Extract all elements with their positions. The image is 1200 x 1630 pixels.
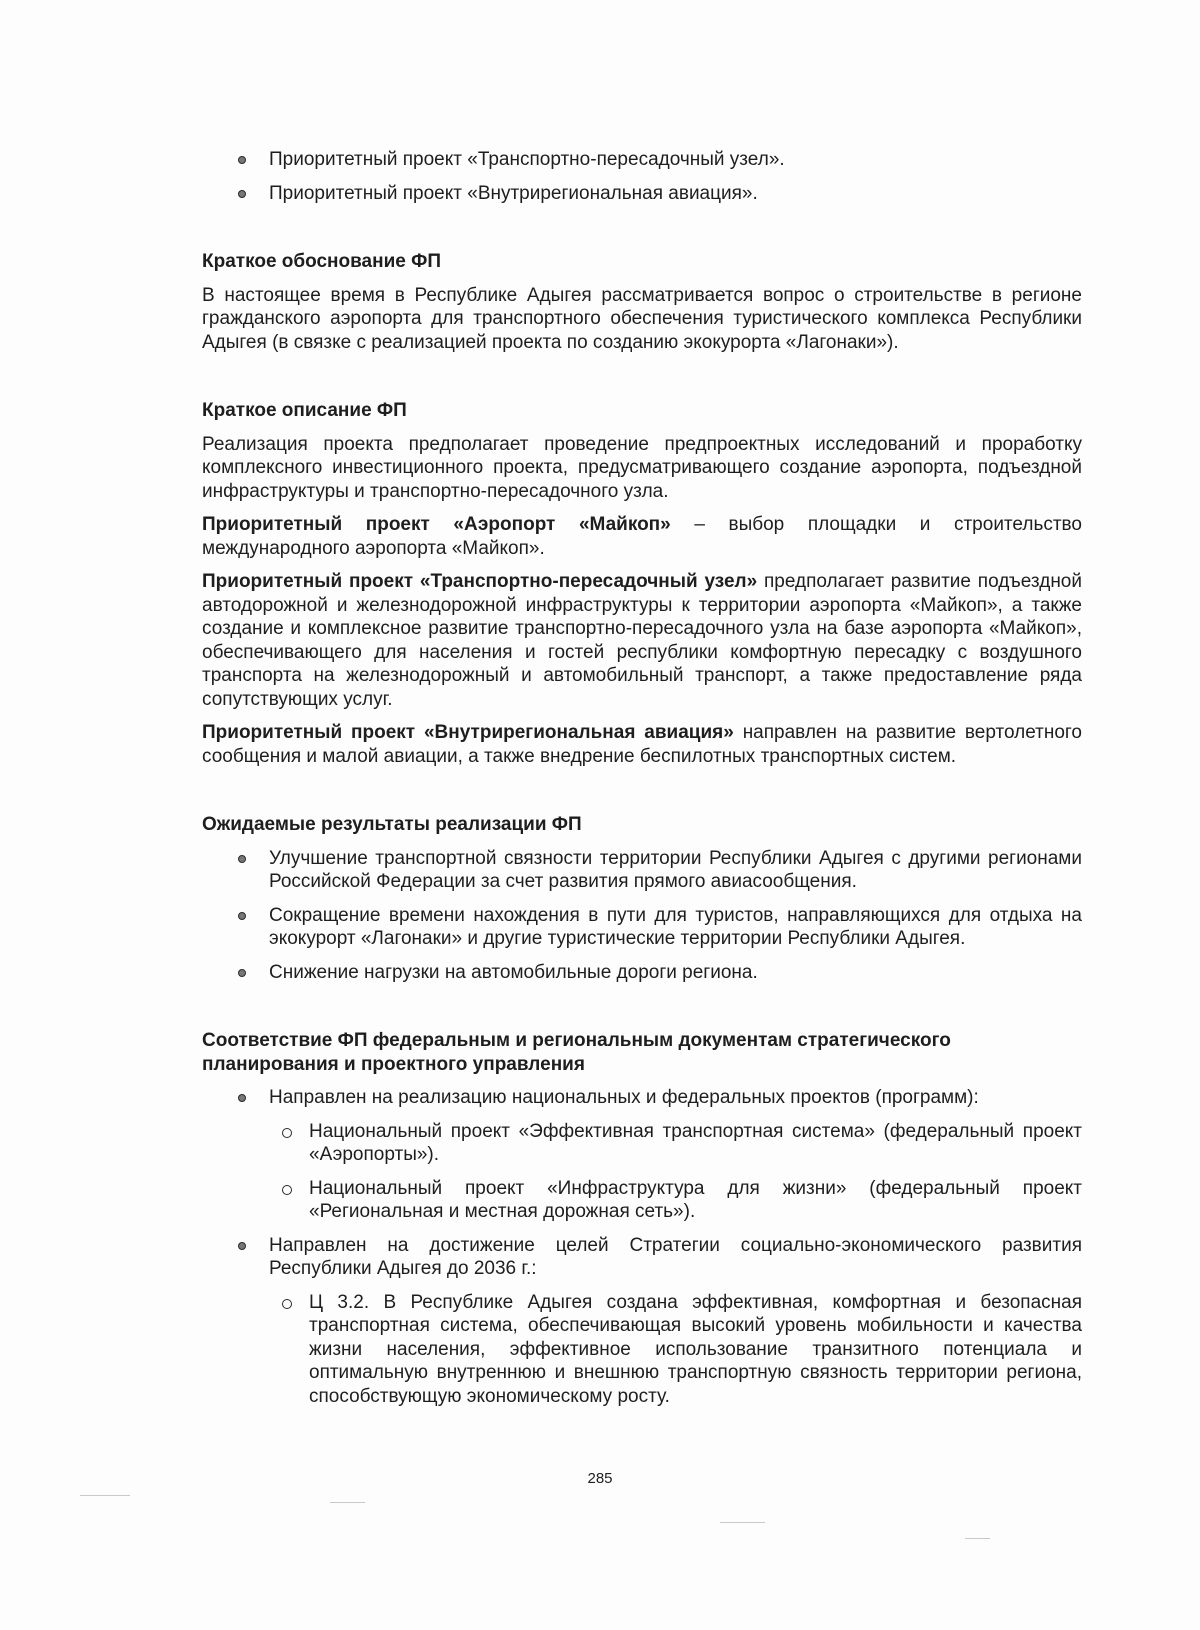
circle-bullet-icon [282, 1185, 292, 1195]
bullet-icon [238, 855, 246, 863]
list-item-text: Направлен на достижение целей Стратегии социально-экономического развития Республики Адыгея до 2036 г.: [269, 1234, 1082, 1279]
top-bullet-list [202, 148, 1082, 205]
list-item [202, 847, 1082, 894]
bullet-icon [238, 156, 246, 164]
project-paragraph [202, 721, 1082, 768]
circle-bullet-icon [282, 1128, 292, 1138]
project-name: Приоритетный проект «Транспортно-пересадочный узел» [202, 571, 758, 592]
list-item [202, 182, 1082, 206]
list-item-text: Снижение нагрузки на автомобильные дороги региона. [269, 961, 758, 983]
list-item [202, 148, 1082, 172]
list-item-text: Улучшение транспортной связности территории Республики Адыгея с другими регионами Российской Федерации за счет развития прямого авиасообщения. [269, 847, 1082, 892]
sub-list-item [269, 1177, 1082, 1224]
project-text: – выбор площадки и строительство международного аэропорта «Майкоп». [202, 514, 1082, 559]
page-number: 285 [587, 1470, 613, 1487]
project-name: Приоритетный проект «Аэропорт «Майкоп» [202, 514, 671, 535]
bullet-icon [238, 1242, 246, 1250]
bullet-icon [238, 1094, 246, 1102]
sub-list [269, 1291, 1082, 1409]
sub-list-item-text: Ц 3.2. В Республике Адыгея создана эффективная, комфортная и безопасная транспортная система, обеспечивающая высокий уровень мобильности и качества жизни населения, эффективное использование транзитного потенциала и оптимальную внутреннюю и внешнюю транспортную связность территории региона, способствующую экономическому росту. [309, 1291, 1082, 1407]
results-list [202, 847, 1082, 985]
list-item [202, 1086, 1082, 1224]
list-item-text: Направлен на реализацию национальных и федеральных проектов (программ): [269, 1087, 979, 1108]
compliance-heading: Соответствие ФП федеральным и региональным документам стратегического планирования и проектного управления [202, 1030, 951, 1075]
bullet-icon [238, 969, 246, 977]
project-text: направлен на развитие вертолетного сообщения и малой авиации, а также внедрение беспилотных транспортных систем. [202, 722, 1082, 767]
circle-bullet-icon [282, 1299, 292, 1309]
scan-speck [80, 1495, 130, 1496]
list-item [202, 904, 1082, 951]
project-text: предполагает развитие подъездной автодорожной и железнодорожной инфраструктуры к территории аэропорта «Майкоп», а также создание и комплексное развитие транспортно-пересадочного узла на базе аэропорта «Майкоп», обеспечивающего для населения и гостей республики комфортную пересадку с воздушного транспорта на железнодорожный и автомобильный транспорт, а также предоставление ряда сопутствующих услуг. [202, 571, 1082, 710]
sub-list [269, 1120, 1082, 1224]
sub-list-item-text: Национальный проект «Эффективная транспортная система» (федеральный проект «Аэропорты»). [309, 1120, 1082, 1165]
results-heading: Ожидаемые результаты реализации ФП [202, 814, 582, 835]
description-intro: Реализация проекта предполагает проведение предпроектных исследований и проработку комплексного инвестиционного проекта, предусматривающего создание аэропорта, подъездной инфраструктуры и транспортно-пересадочного узла. [202, 433, 1082, 502]
bullet-icon [238, 190, 246, 198]
sub-list-item [269, 1291, 1082, 1409]
project-name: Приоритетный проект «Внутрирегиональная авиация» [202, 722, 734, 743]
list-item [202, 1234, 1082, 1409]
scan-speck [965, 1538, 990, 1539]
project-paragraph [202, 570, 1082, 711]
list-item-text: Приоритетный проект «Транспортно-пересадочный узел». [269, 149, 785, 170]
bullet-icon [238, 912, 246, 920]
list-item-text: Сокращение времени нахождения в пути для туристов, направляющихся для отдыха на экокурорт «Лагонаки» и другие туристические территории Республики Адыгея. [269, 904, 1082, 949]
sub-list-item-text: Национальный проект «Инфраструктура для жизни» (федеральный проект «Региональная и местная дорожная сеть»). [309, 1177, 1082, 1222]
sub-list-item [269, 1120, 1082, 1167]
justification-heading: Краткое обоснование ФП [202, 251, 442, 272]
list-item-text: Приоритетный проект «Внутрирегиональная авиация». [269, 182, 758, 204]
project-paragraph [202, 513, 1082, 560]
scan-speck [720, 1522, 765, 1523]
justification-text: В настоящее время в Республике Адыгея рассматривается вопрос о строительстве в регионе гражданского аэропорта для транспортного обеспечения туристического комплекса Республики Адыгея (в связке с реализацией проекта по созданию экокурорта «Лагонаки»). [202, 284, 1082, 353]
description-heading: Краткое описание ФП [202, 400, 407, 421]
scan-speck [330, 1502, 365, 1503]
list-item [202, 961, 1082, 985]
page-content [202, 148, 1082, 1418]
compliance-list [202, 1086, 1082, 1408]
